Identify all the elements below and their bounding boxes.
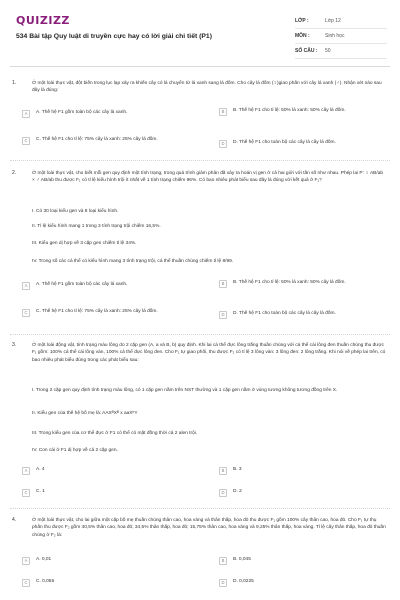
statement-2: II. Tỉ lệ kiểu hình mang 1 trong 3 tính trạng trội chiếm 16,5%. [32, 224, 161, 229]
count-value: 50 [325, 48, 331, 54]
option-key: C [22, 579, 30, 587]
question-separator [10, 334, 390, 335]
option-b[interactable] [219, 467, 388, 475]
option-d[interactable] [219, 140, 388, 148]
option-text: D. Thế hệ F1 cho toàn bộ các cây lá cây lá đốm. [233, 311, 336, 316]
option-key: D [219, 311, 227, 319]
meta-row-count [295, 44, 387, 59]
option-text: B. 0,045 [233, 557, 251, 562]
option-text: D. Thế hệ F1 cho toàn bộ các cây lá cây lá đốm. [233, 140, 336, 145]
header-divider [10, 66, 390, 67]
subject-label: MÔN : [295, 33, 310, 39]
question-text: Ở một loài thực vật, cho biết mỗi gen quy định một tính trạng, trong quá trình giảm phân đã xảy ra hoán vị gen ở cả hai giới với tần số như nhau. Phép lai P: ♀ AB/ab × ♂ AB/ab thu được F₁ có tỉ lệ kiểu hình trội ít nhất về 1 tính trạng chiếm 96%. Có bao nhiêu phát biểu sau đây là đúng với kết quả ở F₁? [32, 171, 384, 184]
option-text: A. Thế hệ F1 gồm toàn bộ các cây lá xanh. [36, 282, 128, 287]
option-b[interactable] [219, 280, 388, 288]
statement-1: I. Trong 2 cặp gen quy định tính trạng màu lông, có 1 cặp gen nằm trên NST thường và 1 cặp gen nằm ở vùng tương không tương đồng trên X. [32, 388, 338, 393]
page-title: 534 Bài tập Quy luật di truyền cực hay có lời giải chi tiết (P1) [16, 33, 212, 40]
option-key: A [22, 110, 30, 118]
question-separator [10, 508, 390, 509]
grade-label: LỚP : [295, 18, 309, 24]
option-key: A [22, 557, 30, 565]
option-key: D [219, 489, 227, 497]
option-c[interactable] [22, 579, 191, 587]
option-key: D [219, 140, 227, 148]
option-a[interactable] [22, 467, 191, 475]
option-text: C. Thế hệ F1 cho tỉ lệ: 75% cây lá xanh: 25% cây lá đốm. [36, 137, 158, 142]
option-key: C [22, 309, 30, 317]
question-separator [10, 160, 390, 161]
option-c[interactable] [22, 137, 191, 145]
statement-3: III. Trong kiểu gen của cơ thể đực ở F1 có thể có mặt đồng thời cả 2 alen trội. [32, 431, 198, 436]
option-key: B [219, 280, 227, 288]
question-text: Ở một loài động vật, tính trạng màu lông do 2 cặp gen (A, a và B, b) quy định. Khi lai cá thể đực lông trắng thuần chủng với cá thể cái lông đen thuần chủng thu được F₁ gồm: 100% cá thể cái lông vàn, 100% cá thể đực lông đen. Cho F₁ tự giao phối, thu được F₂ có tỉ lệ 3 lông vàn: 3 lông đen: 2 lông trắng. Khi nói về phép lai trên, có bao nhiêu phát biểu đúng trong các phát biểu sau: [32, 343, 386, 363]
option-key: A [22, 467, 30, 475]
statement-3: III. Kiểu gen dị hợp về 3 cặp gen chiếm tỉ lệ 34%. [32, 241, 137, 246]
option-d[interactable] [219, 579, 388, 587]
option-key: B [219, 557, 227, 565]
grade-value: Lớp 12 [325, 18, 341, 24]
option-text: B. 3 [233, 467, 242, 472]
quizizz-logo: QUIZIZZ [16, 14, 70, 27]
page-header [0, 0, 400, 62]
option-text: A. 0,01 [36, 557, 52, 562]
option-text: C. 1 [36, 489, 45, 494]
question-number: 2. [12, 170, 17, 176]
statement-1: I. Có 30 loại kiểu gen và 8 loại kiểu hình. [32, 209, 119, 214]
option-key: B [219, 108, 227, 116]
option-text: A. 4 [36, 467, 45, 472]
question-number: 3. [12, 342, 17, 348]
question-number: 1. [12, 80, 17, 86]
option-key: C [22, 489, 30, 497]
question-number: 4. [12, 517, 17, 523]
statement-2: II. Kiểu gen của thế hệ bố mẹ là: AAXᴮXᴮ x aaXᵇY [32, 411, 138, 416]
option-text: C. 0,055 [36, 579, 55, 584]
count-label: SỐ CÂU : [295, 48, 318, 54]
subject-value: Sinh học [325, 33, 345, 39]
statement-4: IV. Trong số các cá thể có kiểu hình mang 3 tính trạng trội, cá thể thuần chủng chiếm tỉ lệ 8/99. [32, 259, 234, 264]
option-key: C [22, 137, 30, 145]
meta-row-subject [295, 29, 387, 44]
option-c[interactable] [22, 489, 191, 497]
option-key: B [219, 467, 227, 475]
option-a[interactable] [22, 110, 191, 118]
option-text: B. Thế hệ F1 cho tỉ lệ: 50% lá xanh: 50% cây lá đốm. [233, 108, 346, 113]
question-text: Ở một loài thực vật, cho lai giữa một cặp bố mẹ thuần chủng thân cao, hoa vàng và thân thấp, hoa đỏ thu được F₁ gồm 100% cây thân cao, hoa đỏ. Cho F₁ tự thụ phấn thu được F₂ gồm 40,5% thân cao, hoa đỏ; 34,5% thân thấp, hoa đỏ; 15,75% thân cao, hoa vàng và 9,25% thân thấp, hoa vàng. Tỉ lệ cây thân thấp, hoa đỏ thuần chủng ở F₂ là: [32, 518, 386, 538]
option-text: D. 0,0225 [233, 579, 254, 584]
option-d[interactable] [219, 489, 388, 497]
option-a[interactable] [22, 282, 191, 290]
statement-4: IV. Con cái ở F1 dị hợp về cả 2 cặp gen. [32, 448, 118, 453]
option-text: A. Thế hệ F1 gồm toàn bộ các cây lá xanh. [36, 110, 128, 115]
meta-row-grade [295, 14, 387, 29]
option-c[interactable] [22, 309, 191, 317]
option-a[interactable] [22, 557, 191, 565]
option-b[interactable] [219, 108, 388, 116]
question-text: Ở một loài thực vật, đột biến trong lục lạp xảy ra khiến cây có lá chuyển từ lá xanh sang lá đốm. Cho cây lá đốm (♀)giao phấn với cây lá xanh (♂). Nhận xét nào sau đây là đúng: [32, 81, 382, 94]
option-text: B. Thế hệ F1 cho tỉ lệ: 50% lá xanh: 50% cây lá đốm. [233, 280, 346, 285]
meta-table [295, 14, 387, 59]
option-key: D [219, 579, 227, 587]
option-text: C. Thế hệ F1 cho tỉ lệ: 75% cây lá xanh: 25% cây lá đốm. [36, 309, 158, 314]
option-d[interactable] [219, 311, 388, 319]
option-b[interactable] [219, 557, 388, 565]
option-text: D. 2 [233, 489, 242, 494]
option-key: A [22, 282, 30, 290]
